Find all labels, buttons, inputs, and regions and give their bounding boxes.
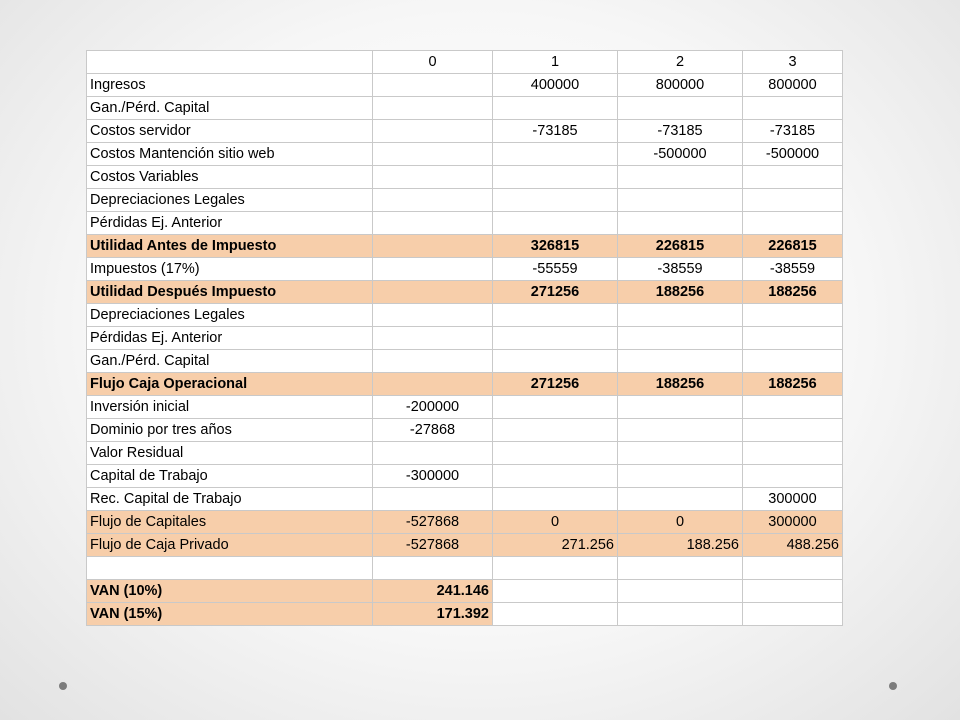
cell-period-0 [373, 488, 493, 511]
cell-period-1: 400000 [493, 74, 618, 97]
cell-period-3 [743, 442, 843, 465]
row-label: Utilidad Antes de Impuesto [87, 235, 373, 258]
cell-period-3: -38559 [743, 258, 843, 281]
cell-period-1: 271.256 [493, 534, 618, 557]
row-label: Depreciaciones Legales [87, 304, 373, 327]
cell-period-1: 326815 [493, 235, 618, 258]
cell-period-1 [493, 580, 618, 603]
header-cell-period-2: 2 [618, 51, 743, 74]
cell-period-1: 0 [493, 511, 618, 534]
cell-period-2 [618, 603, 743, 626]
cell-period-0 [373, 258, 493, 281]
cell-period-0 [373, 74, 493, 97]
cell-period-2 [618, 419, 743, 442]
cell-period-3: 488.256 [743, 534, 843, 557]
header-cell-period-3: 3 [743, 51, 843, 74]
cell-period-0 [373, 212, 493, 235]
header-cell-period-1: 1 [493, 51, 618, 74]
row-label: Costos Mantención sitio web [87, 143, 373, 166]
cell-period-3 [743, 465, 843, 488]
cell-period-3: -73185 [743, 120, 843, 143]
cell-period-0 [373, 235, 493, 258]
cell-period-1 [493, 166, 618, 189]
cell-period-3: 226815 [743, 235, 843, 258]
row-label: Flujo Caja Operacional [87, 373, 373, 396]
row-utilidad-despues-impuesto [87, 281, 843, 304]
cell-period-1 [493, 350, 618, 373]
cell-period-3 [743, 212, 843, 235]
row-label: Utilidad Después Impuesto [87, 281, 373, 304]
row-label: Gan./Pérd. Capital [87, 350, 373, 373]
cell-period-1 [493, 304, 618, 327]
row-label [87, 557, 373, 580]
cell-period-1: 271256 [493, 373, 618, 396]
cell-period-2 [618, 166, 743, 189]
cell-period-3: 188256 [743, 281, 843, 304]
cell-period-2: 188.256 [618, 534, 743, 557]
cell-period-2: 188256 [618, 281, 743, 304]
cell-period-3 [743, 166, 843, 189]
cell-period-2: 226815 [618, 235, 743, 258]
row-label: Valor Residual [87, 442, 373, 465]
header-row [87, 51, 843, 74]
cell-period-1: 271256 [493, 281, 618, 304]
cell-period-1 [493, 603, 618, 626]
row-label: Ingresos [87, 74, 373, 97]
cell-period-1 [493, 419, 618, 442]
cell-period-1: -55559 [493, 258, 618, 281]
cell-period-0 [373, 373, 493, 396]
row-label: Costos servidor [87, 120, 373, 143]
slide-dot-right-icon [889, 682, 897, 690]
cell-period-0: 171.392 [373, 603, 493, 626]
cell-period-1 [493, 557, 618, 580]
row-label: Flujo de Capitales [87, 511, 373, 534]
cell-period-2 [618, 488, 743, 511]
row-impuestos [87, 258, 843, 281]
row-label: Gan./Pérd. Capital [87, 97, 373, 120]
header-cell-period-0: 0 [373, 51, 493, 74]
cell-period-2 [618, 327, 743, 350]
cash-flow-table [86, 50, 843, 626]
cell-period-0: -527868 [373, 511, 493, 534]
cell-period-2 [618, 580, 743, 603]
row-depreciaciones [87, 189, 843, 212]
cell-period-2 [618, 396, 743, 419]
row-label: Pérdidas Ej. Anterior [87, 212, 373, 235]
row-valor-residual [87, 442, 843, 465]
row-van-15 [87, 603, 843, 626]
header-cell-label [87, 51, 373, 74]
row-capital-trabajo [87, 465, 843, 488]
row-label: Depreciaciones Legales [87, 189, 373, 212]
cell-period-0 [373, 166, 493, 189]
cell-period-1 [493, 442, 618, 465]
row-perdidas-ej-anterior-2 [87, 327, 843, 350]
cell-period-2 [618, 97, 743, 120]
cell-period-2: 0 [618, 511, 743, 534]
cell-period-3: -500000 [743, 143, 843, 166]
cell-period-3 [743, 327, 843, 350]
row-label: Pérdidas Ej. Anterior [87, 327, 373, 350]
cell-period-2: 800000 [618, 74, 743, 97]
cell-period-0 [373, 327, 493, 350]
row-gan-perd-capital [87, 97, 843, 120]
row-label: VAN (10%) [87, 580, 373, 603]
cell-period-0: -200000 [373, 396, 493, 419]
cell-period-2: -500000 [618, 143, 743, 166]
cell-period-3 [743, 97, 843, 120]
cell-period-0 [373, 120, 493, 143]
cell-period-0: -27868 [373, 419, 493, 442]
cell-period-3 [743, 603, 843, 626]
cell-period-0 [373, 189, 493, 212]
cell-period-2 [618, 212, 743, 235]
row-label: Inversión inicial [87, 396, 373, 419]
row-empty [87, 557, 843, 580]
cell-period-2 [618, 557, 743, 580]
row-costos-mantencion [87, 143, 843, 166]
row-label: Capital de Trabajo [87, 465, 373, 488]
cell-period-0: -527868 [373, 534, 493, 557]
row-van-10 [87, 580, 843, 603]
row-costos-servidor [87, 120, 843, 143]
cell-period-3: 300000 [743, 511, 843, 534]
cell-period-1 [493, 97, 618, 120]
cell-period-3 [743, 396, 843, 419]
cell-period-3 [743, 419, 843, 442]
cell-period-1 [493, 189, 618, 212]
cell-period-3 [743, 557, 843, 580]
cell-period-1 [493, 465, 618, 488]
cell-period-2 [618, 465, 743, 488]
cell-period-0 [373, 557, 493, 580]
row-gan-perd-capital-2 [87, 350, 843, 373]
row-costos-variables [87, 166, 843, 189]
cell-period-0 [373, 143, 493, 166]
row-dominio [87, 419, 843, 442]
cell-period-3 [743, 189, 843, 212]
cell-period-1 [493, 488, 618, 511]
row-rec-capital-trabajo [87, 488, 843, 511]
cell-period-1 [493, 212, 618, 235]
cell-period-0 [373, 97, 493, 120]
cell-period-2 [618, 442, 743, 465]
cell-period-3: 188256 [743, 373, 843, 396]
row-perdidas-ej-anterior [87, 212, 843, 235]
cell-period-1 [493, 327, 618, 350]
cell-period-3 [743, 350, 843, 373]
cell-period-2 [618, 350, 743, 373]
row-label: VAN (15%) [87, 603, 373, 626]
cell-period-2 [618, 189, 743, 212]
row-utilidad-antes-impuesto [87, 235, 843, 258]
cell-period-3: 300000 [743, 488, 843, 511]
cell-period-0: 241.146 [373, 580, 493, 603]
cell-period-0: -300000 [373, 465, 493, 488]
cell-period-0 [373, 304, 493, 327]
row-depreciaciones-2 [87, 304, 843, 327]
row-label: Rec. Capital de Trabajo [87, 488, 373, 511]
row-label: Impuestos (17%) [87, 258, 373, 281]
row-inversion-inicial [87, 396, 843, 419]
slide-dot-left-icon [59, 682, 67, 690]
cell-period-2 [618, 304, 743, 327]
cell-period-0 [373, 281, 493, 304]
cell-period-2: -38559 [618, 258, 743, 281]
cell-period-1: -73185 [493, 120, 618, 143]
row-label: Dominio por tres años [87, 419, 373, 442]
row-label: Costos Variables [87, 166, 373, 189]
row-ingresos [87, 74, 843, 97]
cell-period-0 [373, 350, 493, 373]
cell-period-1 [493, 143, 618, 166]
cell-period-3 [743, 304, 843, 327]
cell-period-1 [493, 396, 618, 419]
row-flujo-caja-privado [87, 534, 843, 557]
cell-period-3: 800000 [743, 74, 843, 97]
cell-period-2: -73185 [618, 120, 743, 143]
cell-period-0 [373, 442, 493, 465]
cell-period-2: 188256 [618, 373, 743, 396]
row-flujo-caja-operacional [87, 373, 843, 396]
row-label: Flujo de Caja Privado [87, 534, 373, 557]
row-flujo-capitales [87, 511, 843, 534]
cell-period-3 [743, 580, 843, 603]
